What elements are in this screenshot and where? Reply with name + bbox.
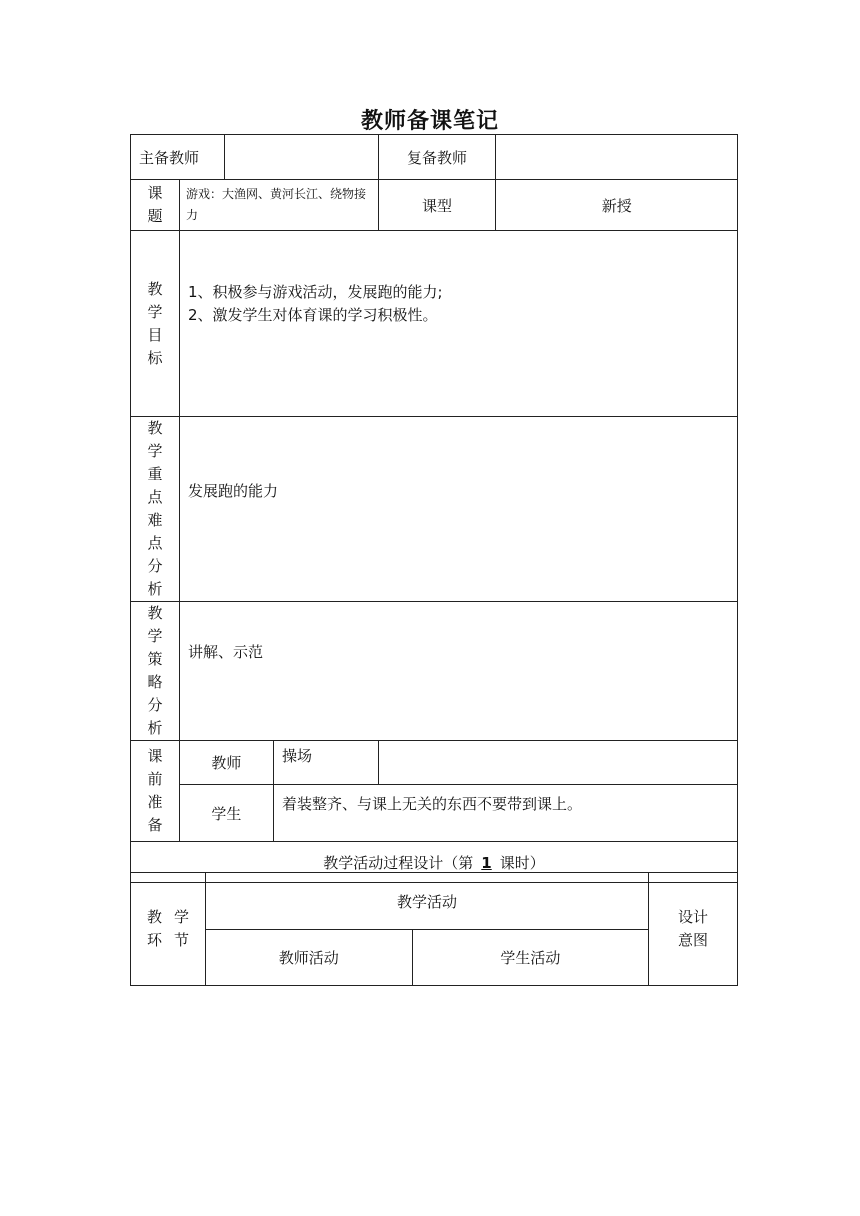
- teacher-activity-label: 教师活动: [205, 930, 412, 986]
- process-title-suffix: 课时）: [499, 853, 545, 872]
- key-points-content: 发展跑的能力: [179, 417, 737, 602]
- key-points-label-char: 点: [147, 488, 163, 506]
- strategy-label: [131, 602, 180, 741]
- preparation-label: [131, 741, 180, 842]
- key-points-label-char: 学: [147, 442, 163, 460]
- prep-student-label: 学生: [180, 785, 274, 841]
- design-intent-label: [649, 873, 738, 986]
- lead-teacher-value: [224, 135, 378, 180]
- prep-teacher-label: 教师: [180, 741, 274, 784]
- prep-student-row: [131, 785, 738, 842]
- lesson-type-value: 新授: [496, 180, 738, 231]
- review-teacher-label: 复备教师: [378, 135, 496, 180]
- lead-teacher-label: 主备教师: [131, 135, 225, 180]
- topic-label: [131, 180, 180, 231]
- key-points-label-char: 点: [147, 534, 163, 552]
- objectives-label-char: 目: [147, 325, 163, 344]
- key-points-label-char: 分: [147, 557, 163, 575]
- design-intent-line: 设计: [678, 908, 709, 926]
- preparation-label-char: 前: [147, 770, 163, 788]
- strategy-row: [131, 602, 738, 741]
- activity-label: 教学活动: [205, 873, 648, 930]
- prep-teacher-inner: [180, 741, 378, 784]
- design-intent-line: 意图: [678, 931, 709, 949]
- objectives-label: [131, 231, 180, 417]
- preparation-label-char: 备: [147, 816, 163, 834]
- activity-subheader-row: [131, 930, 738, 986]
- stage-label-char: 环: [146, 931, 162, 949]
- key-points-label-char: 重: [147, 465, 163, 483]
- preparation-label-char: 课: [147, 747, 163, 765]
- objectives-label-char: 教: [147, 279, 163, 298]
- prep-teacher-value-ext: [378, 741, 737, 785]
- topic-row: [131, 180, 738, 231]
- key-points-label-char: 析: [147, 580, 163, 598]
- review-teacher-value: [496, 135, 738, 180]
- process-title-prefix: 教学活动过程设计（第: [323, 853, 474, 872]
- strategy-label-char: 策: [147, 650, 163, 668]
- strategy-label-char: 析: [147, 719, 163, 737]
- activity-header-row: [131, 873, 738, 930]
- stage-label-line: [131, 906, 205, 929]
- prep-student-inner: [180, 785, 737, 841]
- lesson-plan-table: [130, 134, 738, 883]
- student-activity-label: 学生活动: [412, 930, 649, 986]
- lesson-type-label: 课型: [378, 180, 496, 231]
- document-title: 教师备课笔记: [360, 109, 499, 134]
- key-points-label: [131, 417, 180, 602]
- stage-label-char: 教: [146, 908, 162, 926]
- key-points-label-char: 教: [147, 419, 163, 437]
- topic-label-char: 题: [147, 207, 163, 225]
- prep-teacher-value: 操场: [281, 747, 312, 765]
- prep-teacher-row: [131, 741, 738, 785]
- strategy-label-char: 学: [147, 627, 163, 645]
- prep-student-value: 着装整齐、与课上无关的东西不要带到课上。: [281, 795, 582, 813]
- header-row: [131, 135, 738, 180]
- stage-label-char: 节: [173, 931, 189, 949]
- topic-value: 游戏：大渔网、黄河长江、绕物接力: [179, 180, 378, 231]
- prep-student-cell: [179, 785, 737, 842]
- objectives-row: [131, 231, 738, 417]
- objectives-label-char: 标: [147, 348, 163, 367]
- prep-teacher-cell: [179, 741, 378, 785]
- lesson-number: 1: [481, 853, 492, 872]
- topic-label-char: 课: [147, 184, 163, 202]
- objective-line: 2、激发学生对体育课的学习积极性。: [187, 305, 438, 324]
- strategy-label-char: 分: [147, 696, 163, 714]
- preparation-label-char: 准: [147, 793, 163, 811]
- objectives-content: [179, 231, 737, 417]
- objectives-label-char: 学: [147, 302, 163, 321]
- stage-label: [131, 873, 206, 986]
- activity-table: [130, 872, 738, 986]
- objective-line: 1、积极参与游戏活动，发展跑的能力;: [187, 282, 443, 301]
- key-points-label-char: 难: [147, 511, 163, 529]
- strategy-content: 讲解、示范: [179, 602, 737, 741]
- key-points-row: [131, 417, 738, 602]
- stage-label-char: 学: [173, 908, 189, 926]
- strategy-label-char: 略: [147, 673, 163, 691]
- strategy-label-char: 教: [147, 604, 163, 622]
- stage-label-line: [131, 929, 205, 952]
